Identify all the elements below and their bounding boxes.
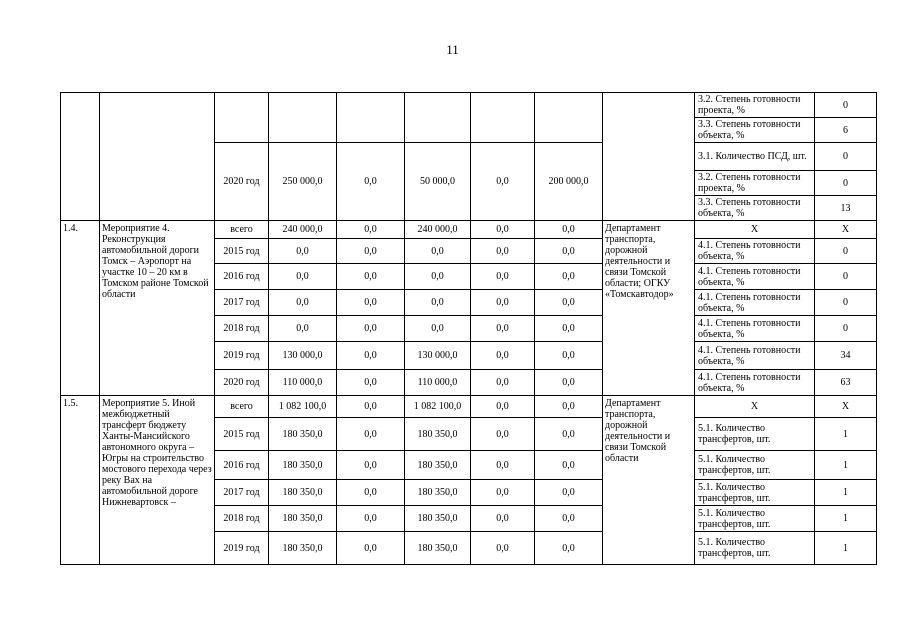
total-amount-cell: 1 082 100,0 — [269, 396, 337, 418]
measure-title-cell: Мероприятие 5. Иной межбюджетный трансферт бюджету Ханты-Мансийского автономного округа – Югры на строительство мостового перехода через реку Вах на автомобильной дороге Нижневартовск – — [100, 396, 215, 565]
target-cell: 1 — [815, 532, 877, 565]
responsible-cell — [603, 93, 695, 221]
federal-amount-cell: 0,0 — [337, 370, 405, 396]
year-cell: 2016 год — [215, 451, 269, 480]
total-amount-cell: 130 000,0 — [269, 342, 337, 370]
indicator-cell: 4.1. Степень готовности объекта, % — [695, 290, 815, 316]
total-amount-cell: 240 000,0 — [269, 221, 337, 239]
year-cell: 2020 год — [215, 370, 269, 396]
row-number-cell — [61, 93, 100, 221]
local-amount-cell: 0,0 — [471, 221, 535, 239]
total-amount-cell: 0,0 — [269, 316, 337, 342]
target-cell: 0 — [815, 93, 877, 118]
federal-amount-cell: 0,0 — [337, 506, 405, 532]
target-cell: 13 — [815, 196, 877, 221]
regional-amount-cell: 0,0 — [405, 290, 471, 316]
total-amount-cell: 0,0 — [269, 290, 337, 316]
local-amount-cell: 0,0 — [471, 143, 535, 221]
federal-amount-cell: 0,0 — [337, 451, 405, 480]
year-cell: 2016 год — [215, 264, 269, 290]
regional-amount-cell: 50 000,0 — [405, 143, 471, 221]
regional-amount-cell: 240 000,0 — [405, 221, 471, 239]
extra-amount-cell: 0,0 — [535, 221, 603, 239]
indicator-cell: 4.1. Степень готовности объекта, % — [695, 370, 815, 396]
total-amount-cell: 0,0 — [269, 239, 337, 264]
indicator-cell: 4.1. Степень готовности объекта, % — [695, 316, 815, 342]
total-amount-cell — [269, 93, 337, 143]
federal-amount-cell: 0,0 — [337, 396, 405, 418]
extra-amount-cell: 0,0 — [535, 239, 603, 264]
regional-amount-cell — [405, 93, 471, 143]
regional-amount-cell: 180 350,0 — [405, 451, 471, 480]
regional-amount-cell: 180 350,0 — [405, 480, 471, 506]
table-row — [61, 221, 877, 239]
local-amount-cell: 0,0 — [471, 418, 535, 451]
local-amount-cell: 0,0 — [471, 506, 535, 532]
local-amount-cell: 0,0 — [471, 370, 535, 396]
local-amount-cell: 0,0 — [471, 451, 535, 480]
total-amount-cell: 0,0 — [269, 264, 337, 290]
regional-amount-cell: 0,0 — [405, 264, 471, 290]
extra-amount-cell: 0,0 — [535, 506, 603, 532]
regional-amount-cell: 110 000,0 — [405, 370, 471, 396]
indicator-cell: 5.1. Количество трансфертов, шт. — [695, 418, 815, 451]
regional-amount-cell: 1 082 100,0 — [405, 396, 471, 418]
indicator-cell: 3.2. Степень готовности проекта, % — [695, 171, 815, 196]
regional-amount-cell: 0,0 — [405, 239, 471, 264]
row-number-cell: 1.5. — [61, 396, 100, 565]
year-cell: 2017 год — [215, 480, 269, 506]
year-cell: 2017 год — [215, 290, 269, 316]
year-cell: 2018 год — [215, 316, 269, 342]
local-amount-cell: 0,0 — [471, 480, 535, 506]
target-cell: 0 — [815, 143, 877, 171]
target-cell: 0 — [815, 290, 877, 316]
extra-amount-cell: 0,0 — [535, 316, 603, 342]
program-table — [60, 92, 877, 565]
federal-amount-cell: 0,0 — [337, 290, 405, 316]
federal-amount-cell: 0,0 — [337, 221, 405, 239]
local-amount-cell: 0,0 — [471, 290, 535, 316]
indicator-cell: 3.2. Степень готовности проекта, % — [695, 93, 815, 118]
local-amount-cell: 0,0 — [471, 342, 535, 370]
indicator-cell: 4.1. Степень готовности объекта, % — [695, 239, 815, 264]
extra-amount-cell: 0,0 — [535, 370, 603, 396]
table-row — [61, 396, 877, 418]
target-cell: 0 — [815, 171, 877, 196]
regional-amount-cell: 180 350,0 — [405, 506, 471, 532]
target-cell: 63 — [815, 370, 877, 396]
indicator-cell: Х — [695, 396, 815, 418]
federal-amount-cell: 0,0 — [337, 264, 405, 290]
target-cell: 6 — [815, 118, 877, 143]
federal-amount-cell — [337, 93, 405, 143]
extra-amount-cell: 0,0 — [535, 396, 603, 418]
extra-amount-cell: 0,0 — [535, 342, 603, 370]
year-cell: 2018 год — [215, 506, 269, 532]
regional-amount-cell: 180 350,0 — [405, 418, 471, 451]
total-amount-cell: 110 000,0 — [269, 370, 337, 396]
federal-amount-cell: 0,0 — [337, 239, 405, 264]
indicator-cell: 5.1. Количество трансфертов, шт. — [695, 506, 815, 532]
indicator-cell: 3.1. Количество ПСД, шт. — [695, 143, 815, 171]
extra-amount-cell: 200 000,0 — [535, 143, 603, 221]
indicator-cell: 5.1. Количество трансфертов, шт. — [695, 532, 815, 565]
total-amount-cell: 180 350,0 — [269, 418, 337, 451]
measure-title-cell — [100, 93, 215, 221]
total-amount-cell: 180 350,0 — [269, 532, 337, 565]
target-cell: 0 — [815, 316, 877, 342]
year-cell: 2019 год — [215, 342, 269, 370]
extra-amount-cell: 0,0 — [535, 290, 603, 316]
indicator-cell: 3.3. Степень готовности объекта, % — [695, 118, 815, 143]
row-number-cell: 1.4. — [61, 221, 100, 396]
responsible-cell: Департамент транспорта, дорожной деятельности и связи Томской области; ОГКУ «Томскавтодор» — [603, 221, 695, 396]
extra-amount-cell: 0,0 — [535, 532, 603, 565]
total-amount-cell: 180 350,0 — [269, 480, 337, 506]
indicator-cell: 4.1. Степень готовности объекта, % — [695, 264, 815, 290]
federal-amount-cell: 0,0 — [337, 480, 405, 506]
year-cell: 2015 год — [215, 239, 269, 264]
year-cell: всего — [215, 396, 269, 418]
regional-amount-cell: 130 000,0 — [405, 342, 471, 370]
target-cell: 0 — [815, 264, 877, 290]
target-cell: 34 — [815, 342, 877, 370]
local-amount-cell: 0,0 — [471, 396, 535, 418]
indicator-cell: 4.1. Степень готовности объекта, % — [695, 342, 815, 370]
year-cell: 2019 год — [215, 532, 269, 565]
federal-amount-cell: 0,0 — [337, 143, 405, 221]
year-cell: 2015 год — [215, 418, 269, 451]
extra-amount-cell: 0,0 — [535, 418, 603, 451]
local-amount-cell: 0,0 — [471, 316, 535, 342]
extra-amount-cell — [535, 93, 603, 143]
year-cell: всего — [215, 221, 269, 239]
target-cell: Х — [815, 221, 877, 239]
total-amount-cell: 250 000,0 — [269, 143, 337, 221]
page-number: 11 — [446, 42, 459, 57]
federal-amount-cell: 0,0 — [337, 342, 405, 370]
federal-amount-cell: 0,0 — [337, 316, 405, 342]
indicator-cell: 5.1. Количество трансфертов, шт. — [695, 480, 815, 506]
extra-amount-cell: 0,0 — [535, 451, 603, 480]
extra-amount-cell: 0,0 — [535, 264, 603, 290]
local-amount-cell: 0,0 — [471, 532, 535, 565]
year-cell — [215, 93, 269, 143]
local-amount-cell — [471, 93, 535, 143]
total-amount-cell: 180 350,0 — [269, 451, 337, 480]
measure-title-cell: Мероприятие 4. Реконструкция автомобильной дороги Томск – Аэропорт на участке 10 – 20 км в Томском районе Томской области — [100, 221, 215, 396]
federal-amount-cell: 0,0 — [337, 418, 405, 451]
local-amount-cell: 0,0 — [471, 239, 535, 264]
target-cell: 1 — [815, 506, 877, 532]
target-cell: 1 — [815, 480, 877, 506]
indicator-cell: 3.3. Степень готовности объекта, % — [695, 196, 815, 221]
regional-amount-cell: 0,0 — [405, 316, 471, 342]
responsible-cell: Департамент транспорта, дорожной деятельности и связи Томской области — [603, 396, 695, 565]
total-amount-cell: 180 350,0 — [269, 506, 337, 532]
regional-amount-cell: 180 350,0 — [405, 532, 471, 565]
target-cell: 1 — [815, 451, 877, 480]
table-row — [61, 93, 877, 118]
federal-amount-cell: 0,0 — [337, 532, 405, 565]
target-cell: 0 — [815, 239, 877, 264]
local-amount-cell: 0,0 — [471, 264, 535, 290]
year-cell: 2020 год — [215, 143, 269, 221]
target-cell: 1 — [815, 418, 877, 451]
indicator-cell: Х — [695, 221, 815, 239]
target-cell: Х — [815, 396, 877, 418]
indicator-cell: 5.1. Количество трансфертов, шт. — [695, 451, 815, 480]
extra-amount-cell: 0,0 — [535, 480, 603, 506]
